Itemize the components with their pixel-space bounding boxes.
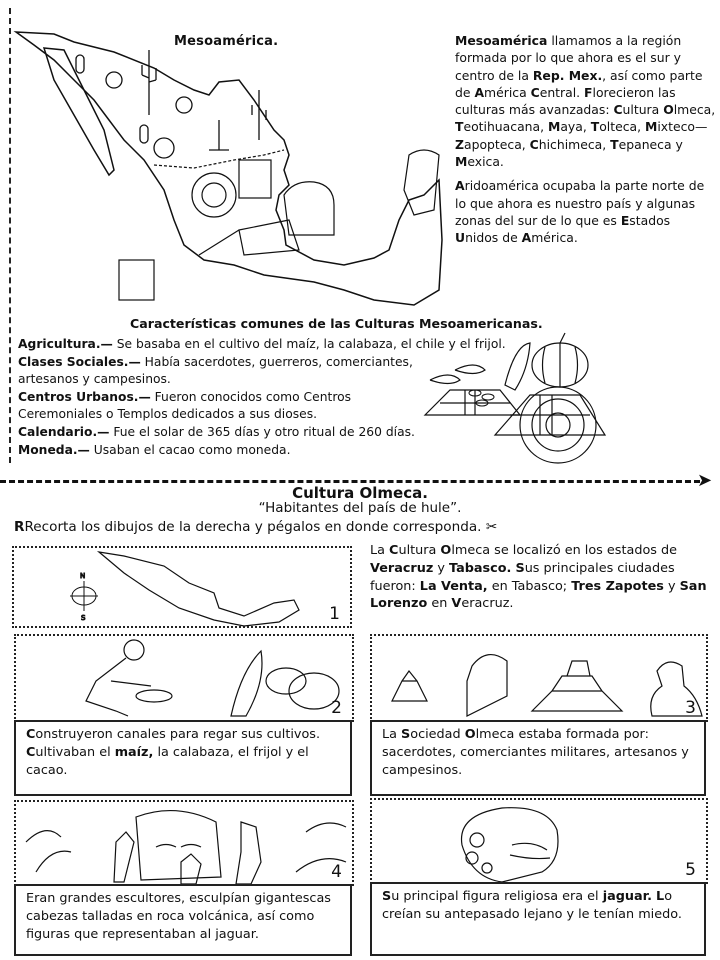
instructions-text: Recorta los dibujos de la derecha y pégalos en donde corresponda. <box>24 519 482 535</box>
vertical-cut-line <box>9 8 11 463</box>
mexico-outline-small <box>99 552 299 626</box>
bold-text-run: F <box>584 84 593 100</box>
bold-text-run: L <box>656 889 665 904</box>
bold-text-run: S <box>401 727 411 742</box>
characteristic-agriculture: Agricultura.— Se basaba en el cultivo del maíz, la calabaza, el chile y el frijol. <box>18 337 506 351</box>
warrior-figure <box>467 655 507 716</box>
characteristic-social-classes-cont: artesanos y campesinos. <box>18 372 171 387</box>
mesoamerica-intro <box>455 32 717 254</box>
mexico-map-illustration <box>14 20 444 310</box>
text-run: ociedad <box>410 727 465 742</box>
pyramid-icon <box>532 661 622 711</box>
text-run: epaneca y <box>618 136 683 152</box>
chili-peppers-icon <box>430 365 485 384</box>
instructions: RRecorta los dibujos de la derecha y pégalos en donde corresponda. ✂ <box>14 519 498 535</box>
bold-text-run: Veracruz <box>370 560 434 576</box>
text-run: lmeca se localizó en los estados de <box>451 543 678 558</box>
map-with-compass-illustration <box>14 548 350 626</box>
bold-text-run: La Venta, <box>419 578 488 594</box>
card-number: 4 <box>331 862 342 882</box>
bold-text-run: A <box>474 84 485 100</box>
svg-text:N: N <box>80 572 86 580</box>
aztec-calendar-icon <box>520 387 596 463</box>
jaguar-illustration <box>372 800 706 882</box>
text-run: La <box>370 543 390 558</box>
bold-text-run: Mesoamérica <box>455 33 548 48</box>
bold-text-run: E <box>620 212 630 228</box>
svg-text:S: S <box>81 614 86 622</box>
text-card-2 <box>14 720 352 796</box>
text-card-5 <box>370 882 706 956</box>
card-number: 2 <box>331 698 342 718</box>
text-run: onstruyeron canales para regar sus cultivos. <box>35 727 321 742</box>
intro-paragraph-aridoamerica <box>455 177 717 246</box>
sculptor-figure-2 <box>181 854 201 884</box>
bold-text-run: Tres Zapotes <box>571 578 664 594</box>
bold-text-run: C <box>530 84 540 100</box>
jaguar-head-icon <box>462 808 559 882</box>
bold-text-run: maíz, <box>114 744 154 760</box>
characteristic-calendar: Calendario.— Fue el solar de 365 días y otro ritual de 260 días. <box>18 424 415 439</box>
pumpkin-icon <box>532 333 588 387</box>
bold-text-run: S <box>382 889 392 904</box>
text-run: ultura <box>622 102 664 118</box>
bold-text-run: O <box>464 727 476 742</box>
bold-text-run: Z <box>455 136 464 152</box>
bold-text-run: jaguar. <box>602 889 652 904</box>
map-title: Mesoamérica. <box>174 34 279 49</box>
text-run: y <box>663 578 680 594</box>
text-run: lorecieron las culturas más avanzadas: <box>455 84 676 118</box>
characteristic-urban-centers: Centros Urbanos.— Fueron conocidos como Centros <box>18 389 352 404</box>
bold-text-run: M <box>455 154 468 170</box>
plants-icon <box>26 823 346 872</box>
text-run: en <box>427 596 452 612</box>
sculptor-figure <box>114 832 134 882</box>
text-run: Eran grandes escultores, esculpían gigantescas cabezas talladas en roca volcánica, así como figuras que representaban al jaguar. <box>26 891 331 942</box>
text-run: mérica. <box>531 230 578 246</box>
bold-text-run: C <box>529 136 539 152</box>
cutout-card-2[interactable] <box>14 634 354 722</box>
bold-text-run: C <box>26 727 36 742</box>
bold-text-run: C <box>26 744 36 760</box>
text-run: nidos de <box>465 230 522 246</box>
bold-text-run: T <box>590 119 600 135</box>
bold-text-run: S <box>515 560 525 576</box>
bold-text-run: San Lorenzo <box>370 578 707 612</box>
arrow-right-icon: ➤ <box>697 470 713 491</box>
beans-icon <box>469 390 494 406</box>
characteristics-illustration <box>420 325 720 465</box>
text-run: ultura <box>398 543 441 558</box>
bold-text-run: T <box>610 136 619 152</box>
intro-paragraph-mesoamerica <box>455 32 717 170</box>
text-run: la calabaza, el frijol y el cacao. <box>26 744 309 778</box>
text-run: eotihuacana, <box>463 119 548 135</box>
characteristic-urban-centers-cont: Ceremoniales o Templos dedicados a sus dioses. <box>18 407 318 422</box>
warrior-figure <box>236 822 261 884</box>
text-run: mérica <box>484 84 531 100</box>
text-run: lmeca estaba formada por: sacerdotes, comerciantes militares, artesanos y campesinos. <box>382 727 689 778</box>
bold-text-run: T <box>455 119 464 135</box>
olmec-society-illustration <box>372 636 706 720</box>
bold-text-run: U <box>455 230 466 246</box>
text-run: u principal figura religiosa era el <box>391 889 603 904</box>
card-number: 5 <box>685 860 696 880</box>
bold-text-run: O <box>663 102 674 118</box>
cutout-card-1[interactable] <box>12 546 352 628</box>
card-number: 3 <box>685 698 696 718</box>
cutout-card-5[interactable] <box>370 798 708 884</box>
text-run: llamamos a la región formada por lo que ahora es el sur y centro de la <box>455 33 682 83</box>
corn-icon <box>231 651 262 716</box>
bold-text-run: M <box>548 119 561 135</box>
scissors-icon: ✂ <box>485 519 498 535</box>
sculptors-illustration <box>16 802 352 884</box>
text-run: La <box>382 727 402 742</box>
text-run: ixteco— <box>657 119 708 135</box>
bold-text-run: V <box>451 596 462 612</box>
text-run: aya, <box>560 119 591 135</box>
bold-text-run: M <box>645 119 658 135</box>
characteristics-list <box>18 336 506 459</box>
corn-icon <box>505 343 530 390</box>
text-run: y <box>433 560 450 576</box>
section-title-olmeca: Cultura Olmeca. <box>292 484 428 502</box>
olmec-location-text <box>370 542 710 613</box>
cutout-card-3[interactable] <box>370 634 708 722</box>
bold-text-run: Rep. Mex. <box>532 67 603 83</box>
section-subtitle: “Habitantes del país de hule”. <box>258 500 462 516</box>
text-run: eracruz. <box>461 596 514 612</box>
small-temple-icon <box>392 671 427 701</box>
text-run: entral. <box>539 84 585 100</box>
bold-text-run: A <box>521 230 532 246</box>
characteristics-title: Características comunes de las Culturas Mesoamericanas. <box>130 316 543 331</box>
bold-text-run: A <box>455 178 465 194</box>
cut-line <box>0 480 700 483</box>
text-run: en Tabasco; <box>487 578 572 594</box>
text-run: , así como parte de <box>455 67 703 100</box>
bold-text-run: Tabasco. <box>449 560 512 576</box>
colossal-head-icon <box>136 811 221 880</box>
card-number: 1 <box>329 604 340 624</box>
text-run: ultivaban el <box>35 744 115 760</box>
characteristic-social-classes: Clases Sociales.— Había sacerdotes, guerreros, comerciantes, <box>18 354 413 369</box>
text-run: olteca, <box>599 119 645 135</box>
text-run: o creían su antepasado lejano y le tenían miedo. <box>382 889 682 922</box>
text-run: stados <box>629 212 671 228</box>
bold-text-run: C <box>613 102 623 118</box>
pumpkin-icon <box>266 668 306 694</box>
bold-text-run: C <box>389 543 399 558</box>
text-card-4 <box>14 884 352 956</box>
text-run: us principales ciudades fueron: <box>370 560 675 594</box>
characteristic-currency: Moneda.— Usaban el cacao como moneda. <box>18 442 291 457</box>
compass-icon <box>70 572 98 622</box>
text-run: hichimeca, <box>538 136 611 152</box>
text-run: apopteca, <box>464 136 530 152</box>
text-run: ridoamérica ocupaba la parte norte de lo que ahora es nuestro país y algunas zonas del sur de lo que es <box>455 178 705 228</box>
farmer-illustration <box>16 636 352 720</box>
text-run: exica. <box>467 154 504 170</box>
text-run: lmeca, <box>673 102 716 118</box>
pyramids-icon <box>425 390 605 435</box>
cactus-icons <box>76 50 266 158</box>
cutout-card-4[interactable] <box>14 800 354 886</box>
text-card-3 <box>370 720 706 796</box>
bold-text-run: O <box>440 543 452 558</box>
